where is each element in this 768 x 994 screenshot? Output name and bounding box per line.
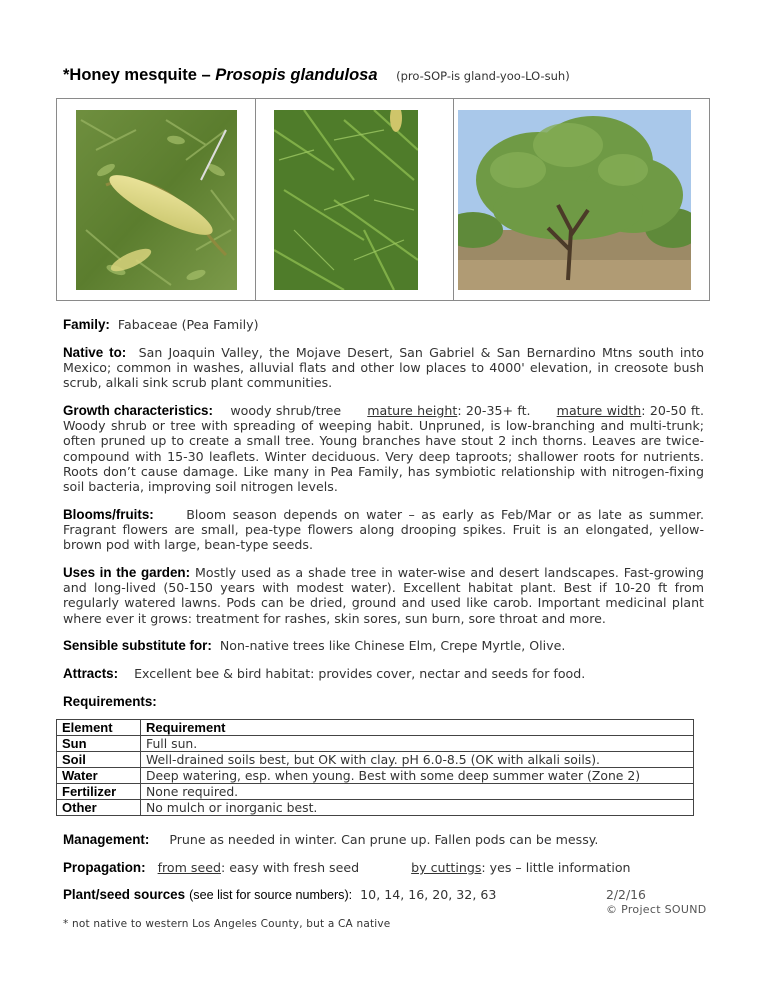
- native-label: Native to:: [63, 345, 127, 360]
- propagation-label: Propagation:: [63, 860, 146, 875]
- from-seed-label: from seed: [157, 860, 221, 875]
- table-row: [57, 800, 694, 816]
- uses-label: Uses in the garden:: [63, 565, 191, 580]
- tree-photo: [458, 110, 691, 290]
- pronunciation: (pro-SOP-is gland-yoo-LO-suh): [396, 69, 570, 83]
- footnote: * not native to western Los Angeles County, but a CA native: [63, 918, 391, 930]
- sources-note: (see list for source numbers):: [189, 888, 353, 902]
- date-block: [606, 887, 707, 917]
- element-cell: Sun: [57, 736, 141, 752]
- sources-value: 10, 14, 16, 20, 32, 63: [360, 887, 497, 902]
- growth-label: Growth characteristics:: [63, 403, 213, 418]
- growth-text: Woody shrub or tree with spreading of weeping habit. Unpruned, is low-branching and multi-trunk; often pruned up to create a small tree. Young branches have stout 2 inch thorns. Leaves are twice-compound with 15-30 leaflets. Winter deciduous. Very deep taproots; shallower roots for nutrients. Roots don’t cause damage. Like many in Pea Family, has symbiotic relationship with nitrogen-fixing soil bacteria, improving soil nitrogen levels.: [63, 418, 704, 495]
- sources-section: [63, 887, 593, 903]
- table-row: [57, 752, 694, 768]
- attracts-label: Attracts:: [63, 666, 119, 681]
- element-cell: Fertilizer: [57, 784, 141, 800]
- flower-spike-photo: [76, 110, 237, 290]
- leaves-photo: [274, 110, 418, 290]
- attracts-section: [63, 666, 704, 681]
- propagation-section: [63, 860, 704, 875]
- native-section: [63, 345, 704, 391]
- growth-section: [63, 403, 704, 494]
- family-section: [63, 317, 704, 332]
- table-row: [57, 784, 694, 800]
- management-value: Prune as needed in winter. Can prune up. Fallen pods can be messy.: [169, 832, 599, 847]
- photo-panel: [56, 98, 710, 301]
- element-cell: Soil: [57, 752, 141, 768]
- requirement-cell: Full sun.: [141, 736, 694, 752]
- requirements-heading: [63, 694, 704, 709]
- requirement-cell: No mulch or inorganic best.: [141, 800, 694, 816]
- requirement-cell: Well-drained soils best, but OK with clay. pH 6.0-8.5 (OK with alkali soils).: [141, 752, 694, 768]
- requirement-cell: None required.: [141, 784, 694, 800]
- photo-divider: [453, 99, 454, 300]
- copyright: © Project SOUND: [606, 903, 707, 916]
- blooms-value: Bloom season depends on water – as early as Feb/Mar or as late as summer. Fragrant flowers are small, pea-type flowers along drooping spikes. Fruit is an elongated, yellow-brown pod with large, bean-type seeds.: [63, 507, 704, 553]
- title-dash: –: [201, 66, 211, 84]
- management-section: [63, 832, 704, 847]
- photo-divider: [255, 99, 256, 300]
- scientific-name: Prosopis glandulosa: [215, 66, 378, 84]
- date: 2/2/16: [606, 887, 646, 902]
- family-label: Family:: [63, 317, 110, 332]
- page-title: [63, 66, 570, 85]
- mature-width-label: mature width: [556, 403, 642, 418]
- from-seed-value: : easy with fresh seed: [220, 860, 360, 875]
- uses-value: Mostly used as a shade tree in water-wise and desert landscapes. Fast-growing and long-lived (50-150 years with modest water). Excellent habitat plant. Best if 10-20 ft from regularly watered lawns. Pods can be dried, ground and used like carob. Important medicinal plant where ever it grows: treatment for rashes, skin sores, sun burn, sore throat and more.: [63, 565, 705, 626]
- column-header-requirement: Requirement: [141, 720, 694, 736]
- common-name: *Honey mesquite: [63, 66, 197, 84]
- substitute-label: Sensible substitute for:: [63, 638, 212, 653]
- column-header-element: Element: [57, 720, 141, 736]
- growth-type: woody shrub/tree: [230, 403, 342, 418]
- sources-label: Plant/seed sources: [63, 887, 186, 902]
- blooms-label: Blooms/fruits:: [63, 507, 154, 522]
- blooms-section: [63, 507, 704, 553]
- mature-height-label: mature height: [367, 403, 458, 418]
- by-cuttings-value: : yes – little information: [481, 860, 631, 875]
- element-cell: Other: [57, 800, 141, 816]
- substitute-value: Non-native trees like Chinese Elm, Crepe Myrtle, Olive.: [219, 638, 566, 653]
- mature-width-value: : 20-50 ft.: [641, 403, 704, 418]
- table-row: [57, 768, 694, 784]
- native-value: San Joaquin Valley, the Mojave Desert, San Gabriel & San Bernardino Mtns south into Mexico; common in washes, alluvial flats and other low places to 4000' elevation, in creosote bush scrub, alkali sink scrub plant communities.: [63, 345, 704, 391]
- substitute-section: [63, 638, 704, 653]
- element-cell: Water: [57, 768, 141, 784]
- family-value: Fabaceae (Pea Family): [117, 317, 259, 332]
- requirement-cell: Deep watering, esp. when young. Best with some deep summer water (Zone 2): [141, 768, 694, 784]
- requirements-label: Requirements:: [63, 694, 157, 709]
- table-row: [57, 736, 694, 752]
- management-label: Management:: [63, 832, 150, 847]
- uses-section: [63, 565, 704, 626]
- requirements-table: [56, 719, 694, 816]
- attracts-value: Excellent bee & bird habitat: provides cover, nectar and seeds for food.: [134, 666, 586, 681]
- by-cuttings-label: by cuttings: [411, 860, 482, 875]
- mature-height-value: : 20-35+ ft.: [457, 403, 531, 418]
- table-header-row: [57, 720, 694, 736]
